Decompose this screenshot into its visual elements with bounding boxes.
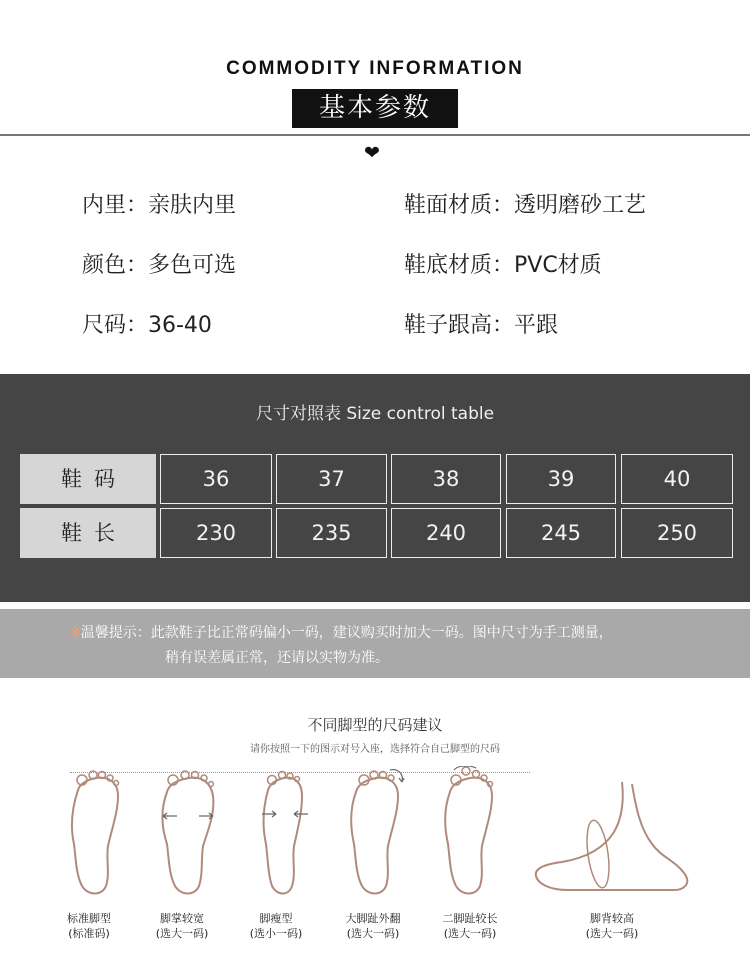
tip-band: [0, 609, 750, 678]
size-cell: 36: [160, 454, 272, 504]
foot-type-advice: (选大一码): [585, 927, 639, 940]
tip-line-1-wrap: [69, 622, 613, 642]
foot-type-name: 脚掌较宽: [160, 912, 204, 925]
foot-type-long-second-toe: [425, 911, 515, 941]
thin-foot-icon: [250, 768, 318, 898]
bunion-foot-icon: [342, 766, 412, 898]
foot-type-high-instep: [567, 911, 657, 941]
long-second-toe-foot-icon: [436, 766, 506, 898]
foot-type-name: 标准脚型: [67, 912, 111, 925]
length-cell: 235: [276, 508, 387, 558]
length-row-label: 鞋长: [20, 508, 156, 558]
foot-guide-title: 不同脚型的尺码建议: [307, 716, 443, 734]
length-cell: 230: [160, 508, 272, 558]
tip-line-2: 稍有误差属正常，还请以实物为准。: [165, 650, 389, 666]
section-title-cn: 基本参数: [292, 89, 458, 128]
foot-type-bunion: [328, 911, 418, 941]
foot-type-name: 大脚趾外翻: [345, 912, 401, 925]
header-divider: [0, 134, 750, 136]
spec-size: 尺码：36-40: [82, 313, 212, 338]
foot-type-advice: (选大一码): [443, 927, 497, 940]
spec-color: 颜色：多色可选: [82, 253, 237, 278]
foot-type-advice: (选小一码): [249, 927, 303, 940]
foot-type-advice: (选大一码): [155, 927, 209, 940]
foot-type-wide: [137, 911, 227, 941]
size-row-label: 鞋码: [20, 454, 156, 504]
foot-type-name: 二脚趾较长: [442, 912, 498, 925]
foot-type-name: 脚背较高: [590, 912, 634, 925]
size-cell: 37: [276, 454, 387, 504]
high-instep-foot-icon: [528, 778, 698, 898]
length-cell: 240: [391, 508, 501, 558]
section-title-en: COMMODITY INFORMATION: [226, 58, 524, 79]
tip-line-1: 温馨提示：此款鞋子比正常码偏小一码，建议购买时加大一码。图中尺寸为手工测量，: [80, 625, 613, 641]
length-cell: 245: [506, 508, 616, 558]
size-cell: 38: [391, 454, 501, 504]
heart-icon: ❤: [364, 142, 380, 164]
size-cell: 40: [621, 454, 733, 504]
spec-lining: 内里：亲肤内里: [82, 193, 237, 218]
size-cell: 39: [506, 454, 616, 504]
wide-foot-icon: [155, 768, 223, 898]
spec-sole-material: 鞋底材质：PVC材质: [404, 253, 602, 278]
foot-type-standard: [44, 911, 134, 941]
spec-upper-material: 鞋面材质：透明磨砂工艺: [404, 193, 647, 218]
standard-foot-icon: [62, 768, 130, 898]
foot-type-name: 脚瘦型: [259, 912, 293, 925]
foot-type-thin: [231, 911, 321, 941]
length-cell: 250: [621, 508, 733, 558]
asterisk-icon: ※: [69, 625, 81, 641]
foot-type-advice: (选大一码): [346, 927, 400, 940]
foot-type-advice: (标准码): [68, 927, 110, 940]
size-table-caption: 尺寸对照表 Size control table: [255, 404, 495, 424]
spec-heel-height: 鞋子跟高：平跟: [404, 313, 559, 338]
foot-guide-subtitle: 请你按照一下的图示对号入座，选择符合自己脚型的尺码: [250, 744, 500, 755]
